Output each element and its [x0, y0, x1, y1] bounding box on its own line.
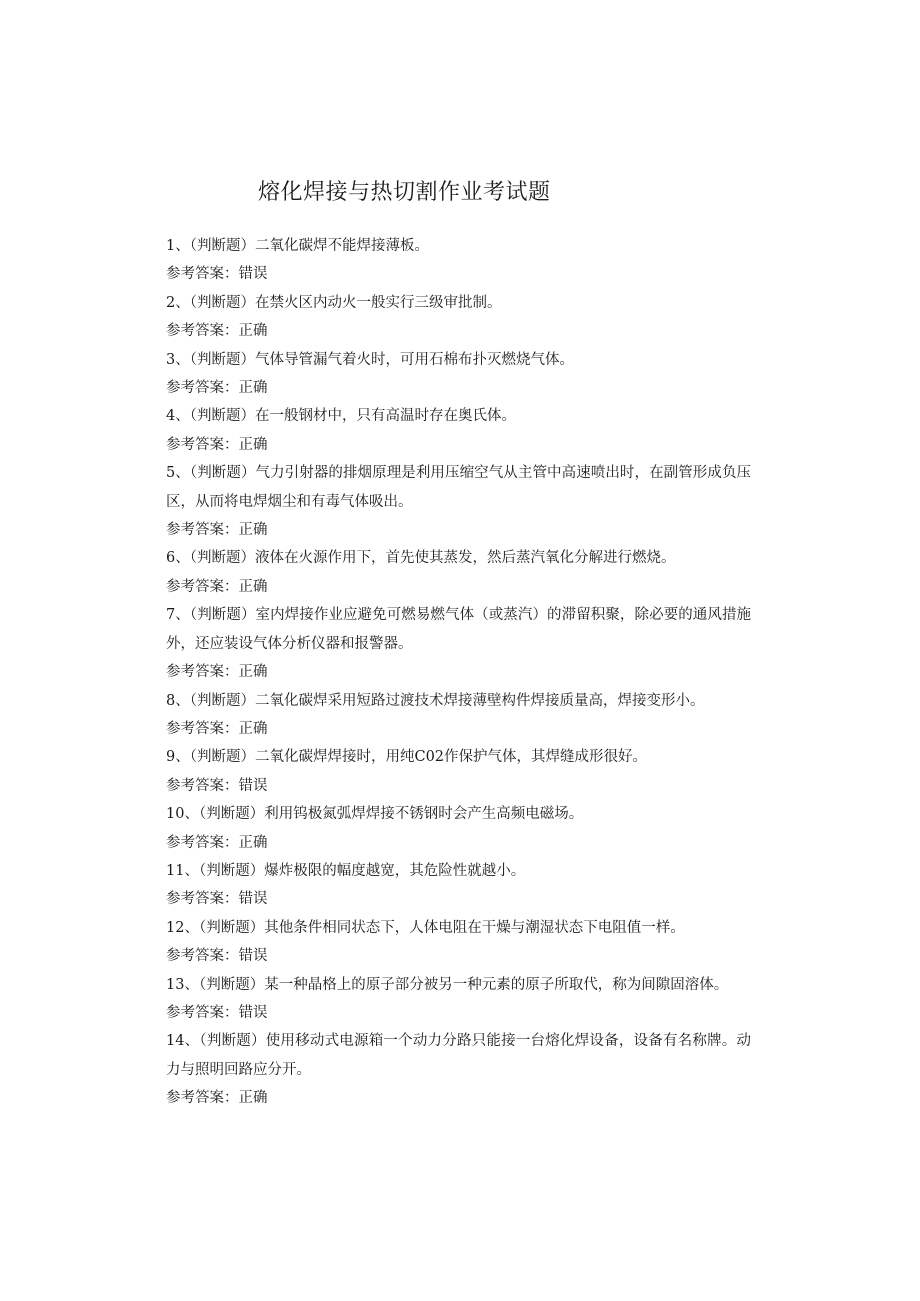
question-body: 利用钨极氮弧焊焊接不锈钢时会产生高频电磁场。: [264, 806, 584, 823]
question-item: [166, 743, 751, 800]
answer-line: [166, 1084, 751, 1112]
question-body: 气力引射器的排烟原理是利用压缩空气从主管中高速喷出时，在副管形成负压区，从而将电焊烟尘和有毒气体吸出。: [166, 465, 752, 510]
answer-label: 参考答案：: [166, 948, 239, 965]
question-body: 爆炸极限的幅度越宽，其危险性就越小。: [264, 862, 526, 879]
question-body: 二氧化碳焊采用短路过渡技术焊接薄壁构件焊接质量高，焊接变形小。: [254, 692, 705, 709]
answer-label: 参考答案：: [166, 1004, 239, 1021]
answer-value: 错误: [238, 1004, 268, 1021]
question-text: [166, 743, 751, 771]
question-item: [166, 601, 751, 686]
question-type: （判断题）: [189, 607, 256, 624]
question-body: 其他条件相同状态下，人体电阻在干燥与潮湿状态下电阻值一样。: [264, 919, 685, 936]
answer-label: 参考答案：: [166, 891, 239, 908]
question-number: 9、: [166, 749, 190, 766]
answer-label: 参考答案：: [166, 720, 239, 737]
answer-value: 正确: [238, 664, 268, 681]
question-body: 在禁火区内动火一般实行三级审批制。: [254, 294, 502, 311]
document-title: 熔化焊接与热切割作业考试题: [258, 180, 551, 205]
question-type: （判断题）: [189, 351, 255, 368]
answer-line: [166, 317, 751, 345]
question-body: 二氧化碳焊焊接时，用纯C02作保护气体，其焊缝成形很好。: [254, 749, 648, 766]
answer-label: 参考答案：: [166, 834, 239, 851]
question-number: 3、: [166, 351, 190, 368]
question-item: [166, 459, 751, 544]
answer-label: 参考答案：: [166, 380, 239, 397]
question-number: 8、: [166, 692, 190, 709]
question-item: [166, 857, 751, 914]
question-type: （判断题）: [189, 294, 255, 311]
answer-label: 参考答案：: [166, 578, 239, 595]
question-text: [166, 289, 751, 317]
question-item: [166, 971, 751, 1028]
question-body: 某一种晶格上的原子部分被另一种元素的原子所取代，称为间隙固溶体。: [264, 976, 729, 993]
answer-value: 错误: [238, 777, 268, 794]
question-number: 11、: [166, 862, 199, 879]
answer-line: [166, 999, 751, 1027]
question-item: [166, 914, 751, 971]
answer-line: [166, 516, 751, 544]
answer-label: 参考答案：: [166, 436, 239, 453]
answer-value: 错误: [238, 266, 268, 283]
question-number: 10、: [166, 806, 199, 823]
question-number: 1、: [166, 238, 190, 254]
answer-value: 正确: [238, 834, 268, 851]
answer-line: [166, 658, 751, 686]
answer-value: 正确: [238, 1090, 268, 1107]
question-item: [166, 232, 751, 289]
answer-value: 正确: [238, 436, 268, 453]
question-body: 液体在火源作用下，首先使其蒸发，然后蒸汽氧化分解进行燃烧。: [254, 550, 676, 567]
answer-value: 错误: [238, 948, 268, 965]
answer-label: 参考答案：: [166, 522, 239, 539]
question-body: 在一般钢材中，只有高温时存在奥氏体。: [254, 408, 516, 425]
question-text: [166, 800, 751, 828]
question-text: [166, 914, 751, 942]
question-body: 使用移动式电源箱一个动力分路只能接一台熔化焊设备，设备有名称牌。动力与照明回路应分开。: [166, 1033, 752, 1078]
answer-line: [166, 374, 751, 402]
question-item: [166, 1027, 751, 1112]
question-item: [166, 800, 751, 857]
answer-value: 正确: [238, 578, 268, 595]
answer-line: [166, 942, 751, 970]
question-number: 7、: [166, 607, 190, 624]
question-text: [166, 232, 751, 260]
question-type: （判断题）: [189, 550, 255, 567]
question-text: [166, 857, 751, 885]
question-text: [166, 346, 751, 374]
answer-label: 参考答案：: [166, 266, 239, 283]
answer-line: [166, 431, 751, 459]
question-number: 5、: [166, 465, 190, 482]
question-text: [166, 687, 751, 715]
answer-label: 参考答案：: [166, 664, 239, 681]
question-item: [166, 346, 751, 403]
question-type: （判断题）: [198, 976, 265, 993]
question-type: （判断题）: [199, 1033, 266, 1050]
answer-value: 正确: [238, 323, 268, 340]
question-list: [166, 232, 751, 1113]
question-type: （判断题）: [198, 806, 265, 823]
question-text: [166, 601, 751, 658]
question-type: （判断题）: [189, 692, 255, 709]
question-number: 6、: [166, 550, 190, 567]
answer-line: [166, 772, 751, 800]
answer-label: 参考答案：: [166, 777, 239, 794]
question-body: 二氧化碳焊不能焊接薄板。: [254, 238, 429, 254]
question-number: 13、: [166, 976, 199, 993]
question-text: [166, 1027, 751, 1084]
question-item: [166, 544, 751, 601]
question-text: [166, 402, 751, 430]
question-item: [166, 687, 751, 744]
answer-value: 错误: [238, 891, 268, 908]
question-type: （判断题）: [189, 408, 255, 425]
answer-value: 正确: [238, 720, 268, 737]
answer-value: 正确: [238, 522, 268, 539]
question-type: （判断题）: [189, 465, 256, 482]
question-type: （判断题）: [198, 919, 265, 936]
answer-line: [166, 829, 751, 857]
question-type: （判断题）: [189, 238, 255, 254]
question-body: 气体导管漏气着火时，可用石棉布扑灭燃烧气体。: [254, 351, 574, 368]
question-number: 4、: [166, 408, 190, 425]
question-number: 12、: [166, 919, 199, 936]
question-text: [166, 459, 751, 516]
answer-line: [166, 573, 751, 601]
question-body: 室内焊接作业应避免可燃易燃气体（或蒸汽）的滞留积聚，除必要的通风措施外，还应装设气体分析仪器和报警器。: [166, 607, 752, 652]
question-number: 14、: [166, 1033, 200, 1050]
question-text: [166, 971, 751, 999]
answer-line: [166, 885, 751, 913]
answer-line: [166, 715, 751, 743]
question-item: [166, 289, 751, 346]
answer-label: 参考答案：: [166, 323, 239, 340]
question-item: [166, 402, 751, 459]
question-number: 2、: [166, 294, 190, 311]
answer-label: 参考答案：: [166, 1090, 239, 1107]
question-text: [166, 544, 751, 572]
question-type: （判断题）: [189, 749, 255, 766]
question-type: （判断题）: [198, 862, 265, 879]
answer-value: 正确: [238, 380, 268, 397]
answer-line: [166, 260, 751, 288]
